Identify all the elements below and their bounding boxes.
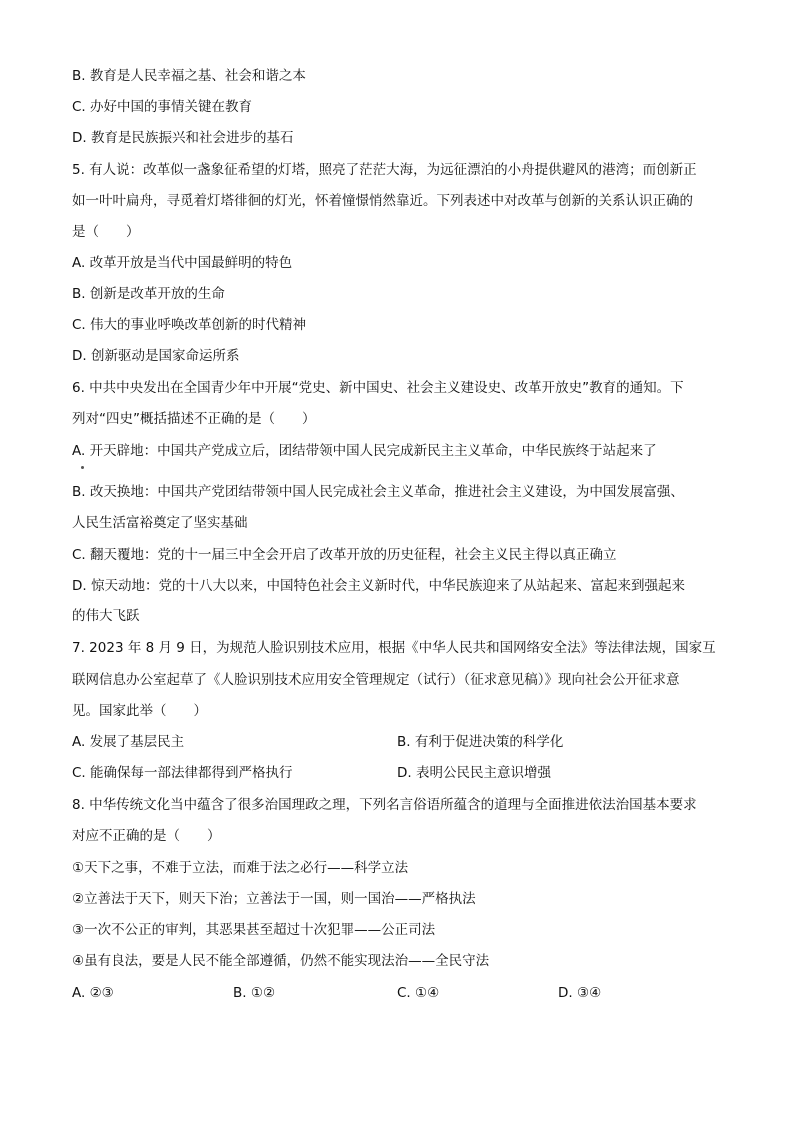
- q8-stem-line2: 对应不正确的是（ ）: [72, 828, 221, 844]
- q6-option-d-line1: D. 惊天动地：党的十八大以来，中国特色社会主义新时代，中华民族迎来了从站起来、富起来到强起来: [72, 578, 685, 594]
- q7-stem-line3: 见。国家此举（ ）: [72, 703, 207, 719]
- q4-option-d: D. 教育是民族振兴和社会进步的基石: [72, 130, 294, 146]
- q4-option-b: B. 教育是人民幸福之基、社会和谐之本: [72, 68, 306, 84]
- q8-option-c: C. ①④: [397, 985, 440, 1001]
- q8-option-d: D. ③④: [558, 985, 602, 1001]
- q7-option-b: B. 有利于促进决策的科学化: [397, 734, 564, 750]
- q6-stem-line2: 列对“四史”概括描述不正确的是（ ）: [72, 411, 316, 427]
- q6-option-b-line2: 人民生活富裕奠定了坚实基础: [72, 515, 248, 531]
- q8-option-a: A. ②③: [72, 985, 114, 1001]
- q5-option-d: D. 创新驱动是国家命运所系: [72, 348, 240, 364]
- q6-stem-line1: 6. 中共中央发出在全国青少年中开展“党史、新中国史、社会主义建设史、改革开放史”教育的通知。下: [72, 380, 684, 396]
- q5-stem-line3: 是（ ）: [72, 224, 140, 240]
- q7-stem-line1: 7. 2023 年 8 月 9 日，为规范人脸识别技术应用，根据《中华人民共和国网络安全法》等法律法规，国家互: [72, 640, 716, 656]
- q7-option-a: A. 发展了基层民主: [72, 734, 185, 750]
- q6-option-b-line1: B. 改天换地：中国共产党团结带领中国人民完成社会主义革命，推进社会主义建设，为中国发展富强、: [72, 484, 684, 500]
- q4-option-c: C. 办好中国的事情关键在教育: [72, 99, 253, 115]
- q7-stem-line2: 联网信息办公室起草了《人脸识别技术应用安全管理规定（试行）（征求意见稿）》现向社会公开征求意: [72, 672, 680, 688]
- q6-option-d-line2: 的伟大飞跃: [72, 608, 140, 624]
- q5-option-a: A. 改革开放是当代中国最鲜明的特色: [72, 255, 293, 271]
- q5-option-c: C. 伟大的事业呼唤改革创新的时代精神: [72, 317, 307, 333]
- q8-item-2: ②立善法于天下，则天下治；立善法于一国，则一国治——严格执法: [72, 891, 476, 907]
- q5-stem-line2: 如一叶叶扁舟，寻觅着灯塔徘徊的灯光，怀着憧憬悄然靠近。下列表述中对改革与创新的关系认识正确的: [72, 193, 693, 209]
- q8-item-4: ④虽有良法，要是人民不能全部遵循，仍然不能实现法治——全民守法: [72, 953, 490, 969]
- q6-option-a: A. 开天辟地：中国共产党成立后，团结带领中国人民完成新民主主义革命，中华民族终于站起来了: [72, 443, 657, 459]
- stray-dot-mark: [81, 466, 84, 469]
- q5-option-b: B. 创新是改革开放的生命: [72, 286, 225, 302]
- q8-item-3: ③一次不公正的审判，其恶果甚至超过十次犯罪——公正司法: [72, 922, 436, 938]
- q7-option-c: C. 能确保每一部法律都得到严格执行: [72, 765, 293, 781]
- q8-option-b: B. ①②: [233, 985, 276, 1001]
- q8-stem-line1: 8. 中华传统文化当中蕴含了很多治国理政之理，下列名言俗语所蕴含的道理与全面推进依法治国基本要求: [72, 797, 697, 813]
- q5-stem-line1: 5. 有人说：改革似一盏象征希望的灯塔，照亮了茫茫大海，为远征漂泊的小舟提供避风的港湾；而创新正: [72, 162, 697, 178]
- q7-option-d: D. 表明公民民主意识增强: [397, 765, 551, 781]
- q8-item-1: ①天下之事，不难于立法，而难于法之必行——科学立法: [72, 860, 409, 876]
- q6-option-c: C. 翻天覆地：党的十一届三中全会开启了改革开放的历史征程，社会主义民主得以真正确立: [72, 547, 617, 563]
